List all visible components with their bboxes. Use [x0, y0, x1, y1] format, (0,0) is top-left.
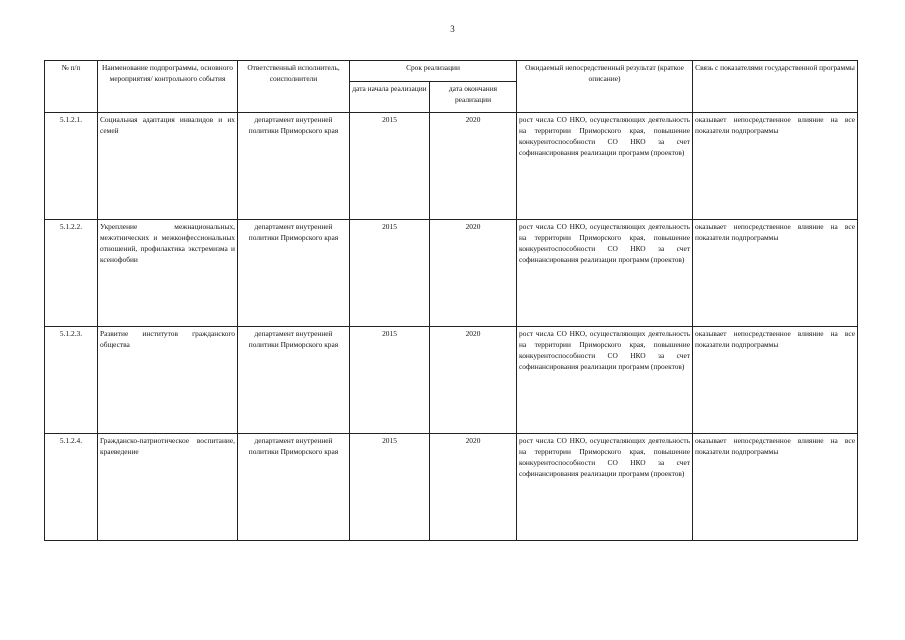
cell-result: рост числа СО НКО, осуществляющих деятельность на территории Приморского края, повышение конкурентоспособности СО НКО за счет софинансирования реализации программ (проектов): [517, 113, 693, 220]
table-row: [45, 113, 858, 220]
header-name: Наименование подпрограммы, основного мероприятия/ контрольного события: [98, 61, 238, 113]
cell-end: 2020: [430, 327, 517, 434]
cell-name: Гражданско-патриотическое воспитание, краеведение: [98, 434, 238, 541]
header-end: дата окончания реализации: [430, 82, 517, 113]
cell-name: Социальная адаптация инвалидов и их семей: [98, 113, 238, 220]
header-link: Связь с показателями государственной программы: [693, 61, 858, 113]
cell-start: 2015: [350, 327, 430, 434]
cell-end: 2020: [430, 434, 517, 541]
cell-start: 2015: [350, 220, 430, 327]
table-row: [45, 327, 858, 434]
cell-start: 2015: [350, 113, 430, 220]
cell-num: 5.1.2.2.: [45, 220, 98, 327]
cell-name: Укрепление межнациональных, межэтнических и межконфессиональных отношений, профилактика экстремизма и ксенофобии: [98, 220, 238, 327]
cell-result: рост числа СО НКО, осуществляющих деятельность на территории Приморского края, повышение конкурентоспособности СО НКО за счет софинансирования реализации программ (проектов): [517, 220, 693, 327]
table-row: [45, 434, 858, 541]
cell-num: 5.1.2.3.: [45, 327, 98, 434]
cell-name: Развитие институтов гражданского общества: [98, 327, 238, 434]
cell-link: оказывает непосредственное влияние на все показатели подпрограммы: [693, 220, 858, 327]
header-executor: Ответственный исполнитель, соисполнители: [238, 61, 350, 113]
cell-link: оказывает непосредственное влияние на все показатели подпрограммы: [693, 434, 858, 541]
cell-executor: департамент внутренней политики Приморского края: [238, 113, 350, 220]
cell-executor: департамент внутренней политики Приморского края: [238, 434, 350, 541]
cell-result: рост числа СО НКО, осуществляющих деятельность на территории Приморского края, повышение конкурентоспособности СО НКО за счет софинансирования реализации программ (проектов): [517, 434, 693, 541]
header-num: № п/п: [45, 61, 98, 113]
cell-num: 5.1.2.4.: [45, 434, 98, 541]
header-period: Срок реализации: [350, 61, 517, 82]
cell-executor: департамент внутренней политики Приморского края: [238, 327, 350, 434]
cell-executor: департамент внутренней политики Приморского края: [238, 220, 350, 327]
cell-end: 2020: [430, 220, 517, 327]
header-start: дата начала реализации: [350, 82, 430, 113]
cell-link: оказывает непосредственное влияние на все показатели подпрограммы: [693, 327, 858, 434]
cell-end: 2020: [430, 113, 517, 220]
cell-link: оказывает непосредственное влияние на все показатели подпрограммы: [693, 113, 858, 220]
table-header: [45, 61, 858, 113]
program-table: [44, 60, 858, 541]
header-result: Ожидаемый непосредственный результат (краткое описание): [517, 61, 693, 113]
cell-start: 2015: [350, 434, 430, 541]
cell-num: 5.1.2.1.: [45, 113, 98, 220]
page-number: 3: [450, 24, 455, 34]
cell-result: рост числа СО НКО, осуществляющих деятельность на территории Приморского края, повышение конкурентоспособности СО НКО за счет софинансирования реализации программ (проектов): [517, 327, 693, 434]
table-row: [45, 220, 858, 327]
